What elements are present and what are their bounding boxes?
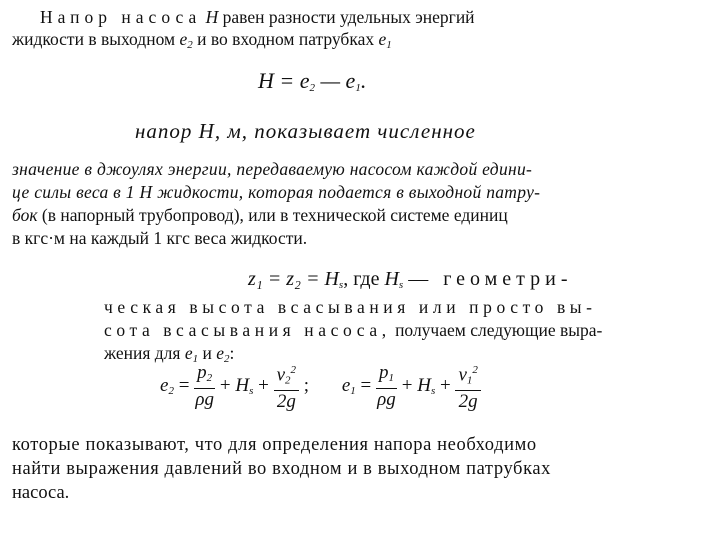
formula-head: $H = e_2$ — $e_1$. <box>258 68 367 94</box>
para2-line2: значение в джоулях энергии, передаваемую насосом каждой едини- <box>12 159 533 179</box>
para4-line2: найти выражения давлений во входном и в выходном патрубках <box>12 459 552 479</box>
para1-spaced-text: Напор насоса <box>40 7 202 27</box>
para2-line1: напор H, м, показывает численное <box>135 119 476 143</box>
para3-line4: жения для $e_1$ и $e_2$: <box>104 343 235 365</box>
para4-line1: которые показывают, что для определения напора необходимо <box>12 435 537 455</box>
formula-e2: $e_2$ = $\frac{p_2}{\rho g}$ + $H_s$ + $\frac{v_2^2}{2g}$ ; <box>160 361 310 413</box>
z-equation: $z_1 = z_2 = H_s$ <box>248 268 344 291</box>
para1-line2 <box>12 28 392 56</box>
para3-line1: $z_1 = z_2 = H_s$, где $H_s$ — геометри- <box>248 268 573 291</box>
para2-line4: бок (в напорный трубопровод), или в технической системе единиц <box>12 205 508 225</box>
para3-line2: ческая высота всасывания или просто вы- <box>104 297 597 317</box>
e1-symbol: $e_1$ <box>378 29 392 51</box>
fraction-v2-2g: $\frac{v_2^2}{2g}$ <box>274 360 299 413</box>
pressure-formulas <box>160 360 481 413</box>
fraction-p2-rho-g: $\frac{p_2}{\rho g}$ <box>195 361 214 410</box>
para3-line3: сота всасывания насоса, получаем следующие выра- <box>104 320 603 340</box>
e2-symbol: $e_2$ <box>179 29 193 51</box>
para1-line1 <box>40 6 475 28</box>
para1-line2-a: жидкости в выходном <box>12 29 176 49</box>
para1-line2-b: и во входном патрубках <box>197 29 375 49</box>
para4-line3: насоса. <box>12 483 70 503</box>
head-symbol: H <box>205 7 219 27</box>
fraction-v1-2g: $\frac{v_1^2}{2g}$ <box>455 360 480 413</box>
fraction-p1-rho-g: $\frac{p_1}{\rho g}$ <box>377 361 396 410</box>
para2-line3: це силы веса в 1 Н жидкости, которая подается в выходной патру- <box>12 182 541 202</box>
para1-line1-rest: равен разности удельных энергий <box>222 7 475 27</box>
para2-line5: в кгс·м на каждый 1 кгс веса жидкости. <box>12 228 308 248</box>
formula-e1: $e_1$ = $\frac{p_1}{\rho g}$ + $H_s$ + $\frac{v_1^2}{2g}$ <box>342 375 481 396</box>
